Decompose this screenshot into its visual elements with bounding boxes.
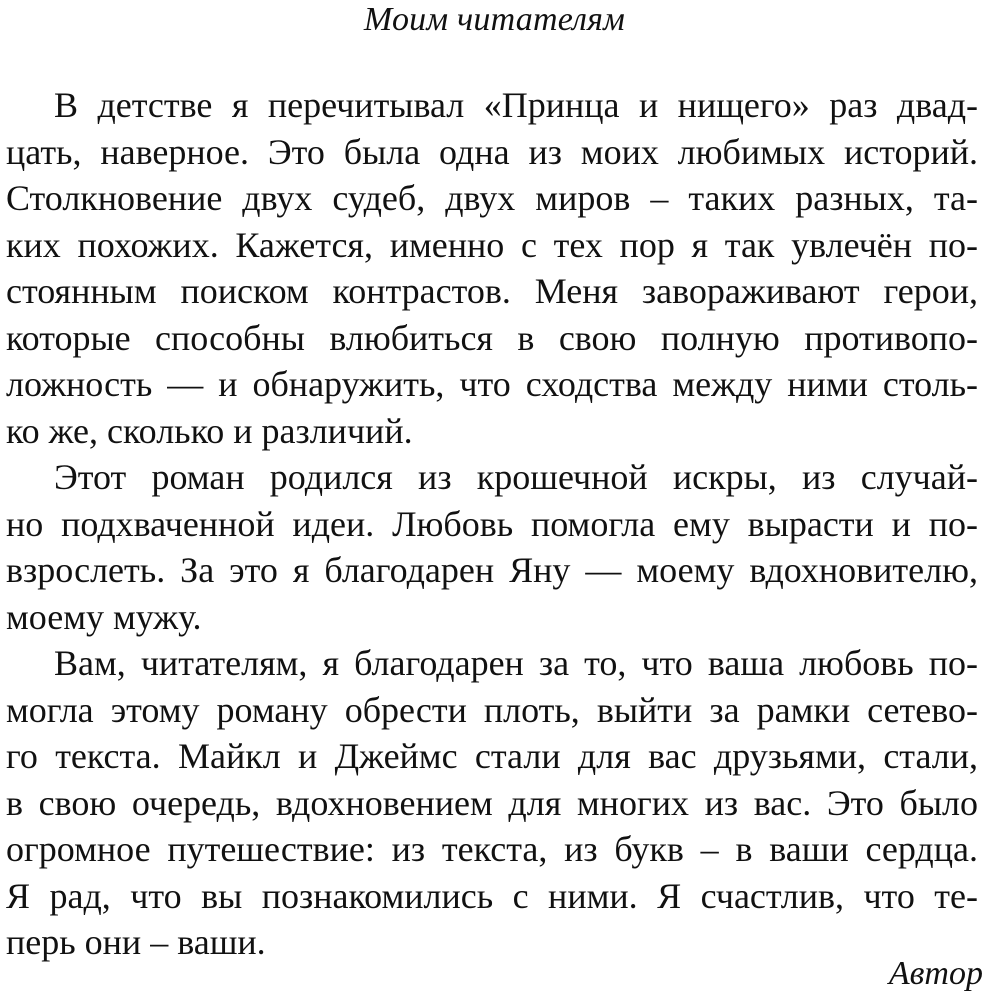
paragraph-2-line-2: но подхваченной идеи. Любовь помогла ему вырасти и по- <box>6 503 978 544</box>
paragraph-1-line-1: В детстве я перечитывал «Принца и нищего» раз двад- <box>54 85 978 125</box>
paragraph-3-line-6: Я рад, что вы познакомились с ними. Я счастлив, что те- <box>6 875 978 916</box>
page-title: Моим читателям <box>363 1 626 38</box>
paragraph-3-line-4: в свою очередь, вдохновением для многих из вас. Это было <box>6 782 978 823</box>
paragraph-3-line-1: Вам, читателям, я благодарен за то, что ваша любовь по- <box>54 643 978 683</box>
paragraph-1-line-4: ких похожих. Кажется, именно с тех пор я так увлечён по- <box>6 224 978 265</box>
paragraph-1-line-5: стоянным поиском контрастов. Меня завораживают герои, <box>6 271 978 311</box>
paragraph-1-line-2: цать, наверное. Это была одна из моих любимых историй. <box>6 131 978 172</box>
body-text <box>6 82 978 966</box>
paragraph-3-line-7: перь они – ваши. <box>6 922 266 962</box>
paragraph-2-line-4: моему мужу. <box>6 596 202 637</box>
paragraph-1-line-7: ложность — и обнаружить, что сходства между ними столь- <box>6 364 978 404</box>
paragraph-1-line-3: Столкновение двух судеб, двух миров – таких разных, та- <box>6 178 978 218</box>
paragraph-3-line-5: огромное путешествие: из текста, из букв – в ваши сердца. <box>6 829 978 869</box>
author-signature: Автор <box>888 955 983 992</box>
paragraph-3-line-3: го текста. Майкл и Джеймс стали для вас друзьями, стали, <box>6 736 978 776</box>
paragraph-3-line-2: могла этому роману обрести плоть, выйти за рамки сетево- <box>6 689 978 730</box>
paragraph-1-line-8: ко же, сколько и различий. <box>6 410 413 451</box>
paragraph-1-line-6: которые способны влюбиться в свою полную противопо- <box>6 317 978 358</box>
paragraph-2-line-1: Этот роман родился из крошечной искры, из случай- <box>54 457 978 497</box>
paragraph-2-line-3: взрослеть. За это я благодарен Яну — моему вдохновителю, <box>6 550 978 590</box>
